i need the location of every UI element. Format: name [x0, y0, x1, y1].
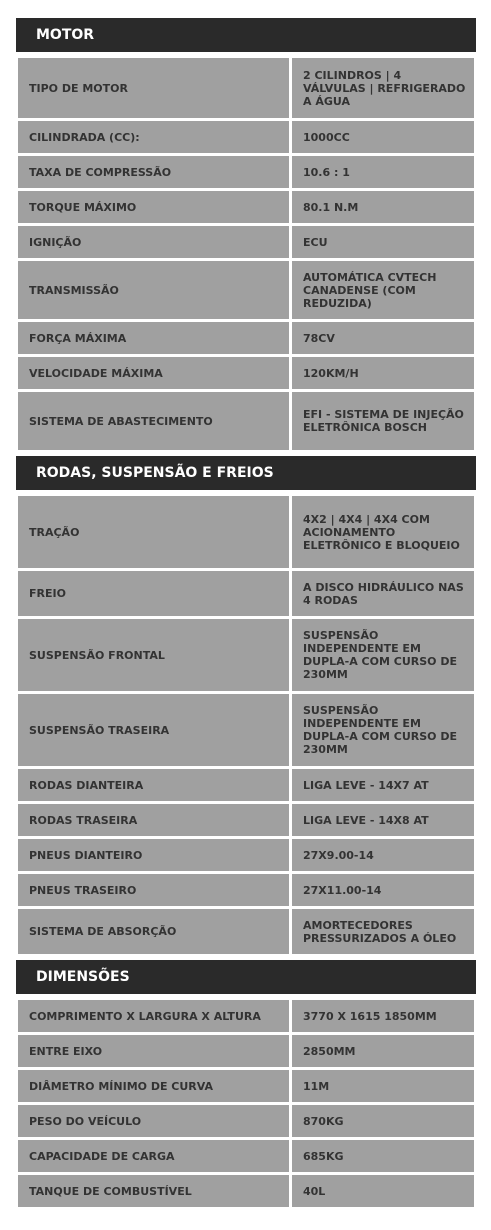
spec-row [16, 694, 476, 766]
spec-row [16, 1175, 476, 1207]
spec-row [16, 619, 476, 691]
spec-label: TRANSMISSÃO [18, 261, 289, 319]
spec-value: SUSPENSÃO INDEPENDENTE EM DUPLA-A COM CURSO DE 230MM [292, 619, 474, 691]
spec-label: PNEUS DIANTEIRO [18, 839, 289, 871]
spec-row [16, 392, 476, 450]
spec-table [16, 1000, 476, 1207]
spec-value: 80.1 N.M [292, 191, 474, 223]
spec-label: PESO DO VEÍCULO [18, 1105, 289, 1137]
spec-label: TAXA DE COMPRESSÃO [18, 156, 289, 188]
spec-value: 78CV [292, 322, 474, 354]
spec-label: SISTEMA DE ABASTECIMENTO [18, 392, 289, 450]
section-title: DIMENSÕES [16, 960, 476, 994]
spec-label: TRAÇÃO [18, 496, 289, 568]
spec-row [16, 769, 476, 801]
spec-row [16, 261, 476, 319]
spec-value: 27X11.00-14 [292, 874, 474, 906]
spec-value: 27X9.00-14 [292, 839, 474, 871]
spec-row [16, 156, 476, 188]
spec-value: 11M [292, 1070, 474, 1102]
spec-label: FREIO [18, 571, 289, 616]
spec-label: FORÇA MÁXIMA [18, 322, 289, 354]
section-title: RODAS, SUSPENSÃO E FREIOS [16, 456, 476, 490]
spec-label: PNEUS TRASEIRO [18, 874, 289, 906]
spec-row [16, 1035, 476, 1067]
spec-value: 870KG [292, 1105, 474, 1137]
spec-row [16, 1070, 476, 1102]
spec-table [16, 496, 476, 954]
spec-label: DIÂMETRO MÍNIMO DE CURVA [18, 1070, 289, 1102]
spec-value: 3770 X 1615 1850MM [292, 1000, 474, 1032]
spec-label: TANQUE DE COMBUSTÍVEL [18, 1175, 289, 1207]
spec-value: LIGA LEVE - 14X7 AT [292, 769, 474, 801]
spec-value: 10.6 : 1 [292, 156, 474, 188]
spec-value: 2 CILINDROS | 4 VÁLVULAS | REFRIGERADO A ÁGUA [292, 58, 474, 118]
spec-row [16, 571, 476, 616]
spec-row [16, 58, 476, 118]
spec-label: CAPACIDADE DE CARGA [18, 1140, 289, 1172]
spec-value: 40L [292, 1175, 474, 1207]
spec-row [16, 839, 476, 871]
spec-value: 1000CC [292, 121, 474, 153]
section-rodas-suspensao-freios [16, 456, 476, 954]
spec-label: VELOCIDADE MÁXIMA [18, 357, 289, 389]
spec-value: AUTOMÁTICA CVTECH CANADENSE (COM REDUZIDA) [292, 261, 474, 319]
section-motor [16, 18, 476, 450]
spec-row [16, 121, 476, 153]
spec-value: A DISCO HIDRÁULICO NAS 4 RODAS [292, 571, 474, 616]
spec-row [16, 1105, 476, 1137]
spec-value: 120KM/H [292, 357, 474, 389]
spec-value: 4X2 | 4X4 | 4X4 COM ACIONAMENTO ELETRÔNICO E BLOQUEIO [292, 496, 474, 568]
spec-value: AMORTECEDORES PRESSURIZADOS A ÓLEO [292, 909, 474, 954]
spec-value: EFI - SISTEMA DE INJEÇÃO ELETRÔNICA BOSCH [292, 392, 474, 450]
section-dimensoes [16, 960, 476, 1207]
spec-value: LIGA LEVE - 14X8 AT [292, 804, 474, 836]
spec-value: 685KG [292, 1140, 474, 1172]
specs-container [16, 18, 476, 1213]
spec-label: SUSPENSÃO TRASEIRA [18, 694, 289, 766]
spec-row [16, 1140, 476, 1172]
spec-label: COMPRIMENTO X LARGURA X ALTURA [18, 1000, 289, 1032]
spec-row [16, 804, 476, 836]
spec-row [16, 322, 476, 354]
spec-value: SUSPENSÃO INDEPENDENTE EM DUPLA-A COM CURSO DE 230MM [292, 694, 474, 766]
spec-label: IGNIÇÃO [18, 226, 289, 258]
spec-label: TIPO DE MOTOR [18, 58, 289, 118]
spec-row [16, 1000, 476, 1032]
spec-row [16, 357, 476, 389]
spec-row [16, 191, 476, 223]
spec-label: SISTEMA DE ABSORÇÃO [18, 909, 289, 954]
spec-value: 2850MM [292, 1035, 474, 1067]
spec-row [16, 909, 476, 954]
spec-label: CILINDRADA (CC): [18, 121, 289, 153]
section-title: MOTOR [16, 18, 476, 52]
spec-label: RODAS TRASEIRA [18, 804, 289, 836]
spec-label: TORQUE MÁXIMO [18, 191, 289, 223]
spec-label: SUSPENSÃO FRONTAL [18, 619, 289, 691]
spec-row [16, 874, 476, 906]
spec-row [16, 496, 476, 568]
spec-label: RODAS DIANTEIRA [18, 769, 289, 801]
spec-value: ECU [292, 226, 474, 258]
spec-row [16, 226, 476, 258]
spec-table [16, 58, 476, 450]
spec-label: ENTRE EIXO [18, 1035, 289, 1067]
